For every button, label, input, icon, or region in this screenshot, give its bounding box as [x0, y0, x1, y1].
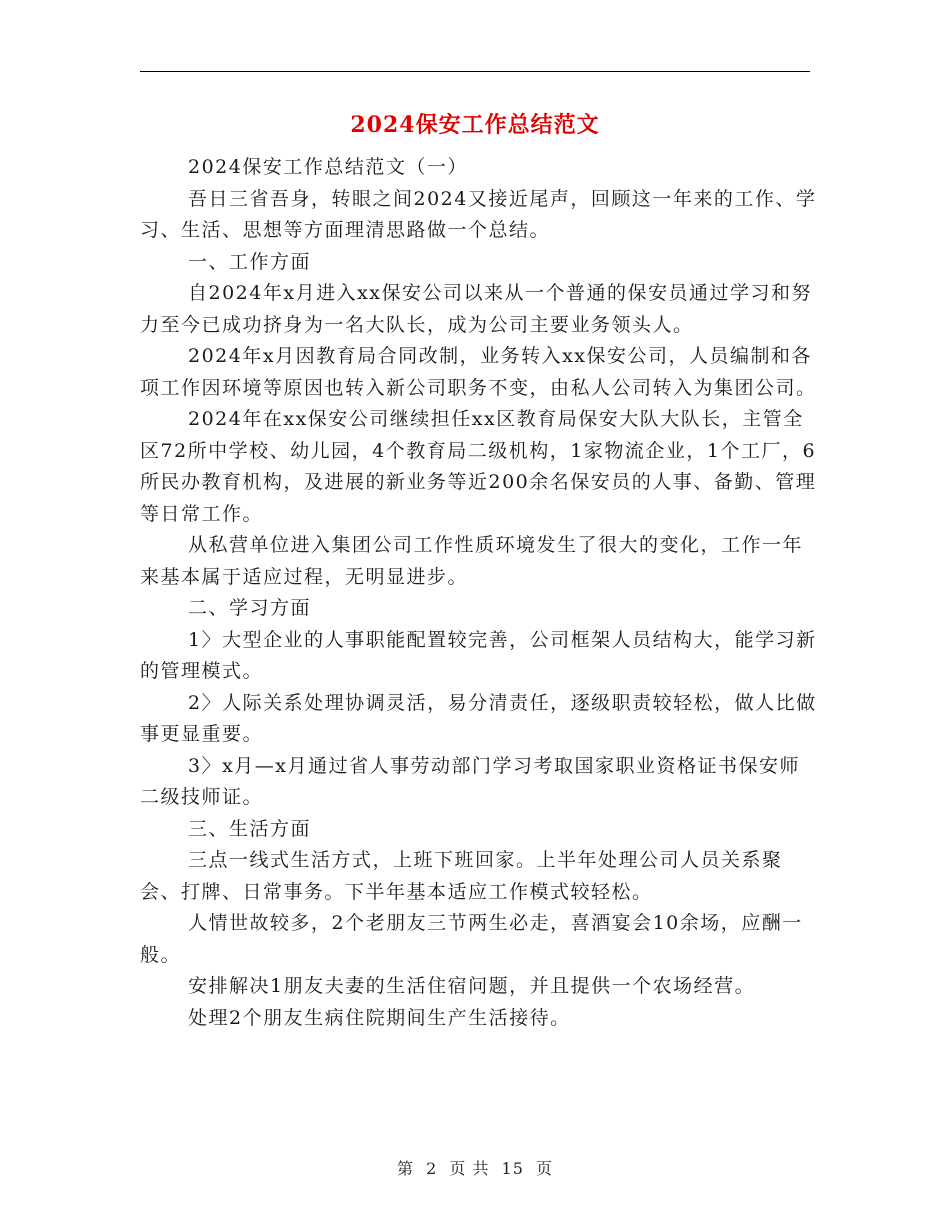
paragraph: 处理2个朋友生病住院期间生产生活接待。	[188, 1006, 571, 1029]
section-heading-life: 三、生活方面	[188, 817, 312, 840]
total-page-count: 15	[501, 1159, 524, 1178]
paragraph: 三点一线式生活方式，上班下班回家。上半年处理公司人员关系聚会、打牌、日常事务。下半年基本适应工作模式较轻松。	[140, 849, 783, 903]
header-rule	[140, 71, 810, 72]
list-item: 1〉大型企业的人事职能配置较完善，公司框架人员结构大，能学习新的管理模式。	[140, 628, 817, 682]
footer-middle: 页 共	[449, 1159, 490, 1178]
paragraph: 自2024年x月进入xx保安公司以来从一个普通的保安员通过学习和努力至今已成功挤身为一名大队长，成为公司主要业务领头人。	[140, 282, 813, 336]
paragraph-intro: 吾日三省吾身，转眼之间2024又接近尾声，回顾这一年来的工作、学习、生活、思想等方面理清思路做一个总结。	[140, 187, 817, 241]
page-number-footer	[0, 1156, 950, 1179]
current-page-number: 2	[426, 1159, 438, 1178]
list-item: 2〉人际关系处理协调灵活，易分清责任，逐级职责较轻松，做人比做事更显重要。	[140, 691, 817, 745]
paragraph: 2024年x月因教育局合同改制，业务转入xx保安公司，人员编制和各项工作因环境等原因也转入新公司职务不变，由私人公司转入为集团公司。	[140, 345, 817, 399]
footer-prefix: 第	[396, 1159, 414, 1178]
section-heading-work: 一、工作方面	[188, 250, 312, 273]
list-item: 3〉x月—x月通过省人事劳动部门学习考取国家职业资格证书保安师二级技师证。	[140, 754, 801, 808]
document-title: 2024保安工作总结范文	[350, 112, 600, 138]
footer-suffix: 页	[536, 1159, 554, 1178]
paragraph: 安排解决1朋友夫妻的生活住宿问题，并且提供一个农场经营。	[188, 975, 756, 997]
section-heading-study: 二、学习方面	[188, 597, 312, 619]
paragraph: 人情世故较多，2个老朋友三节两生必走，喜酒宴会10余场，应酬一般。	[140, 912, 803, 966]
paragraph: 2024年在xx保安公司继续担任xx区教育局保安大队大队长，主管全区72所中学校、幼儿园，4个教育局二级机构，1家物流企业，1个工厂，6所民办教育机构，及进展的新业务等近200余名保安员的人事、备勤、管理等日常工作。	[140, 408, 817, 525]
document-body	[140, 152, 820, 1034]
paragraph: 从私营单位进入集团公司工作性质环境发生了很大的变化，工作一年来基本属于适应过程，无明显进步。	[140, 534, 804, 588]
paragraph-subtitle: 2024保安工作总结范文（一）	[188, 156, 468, 178]
